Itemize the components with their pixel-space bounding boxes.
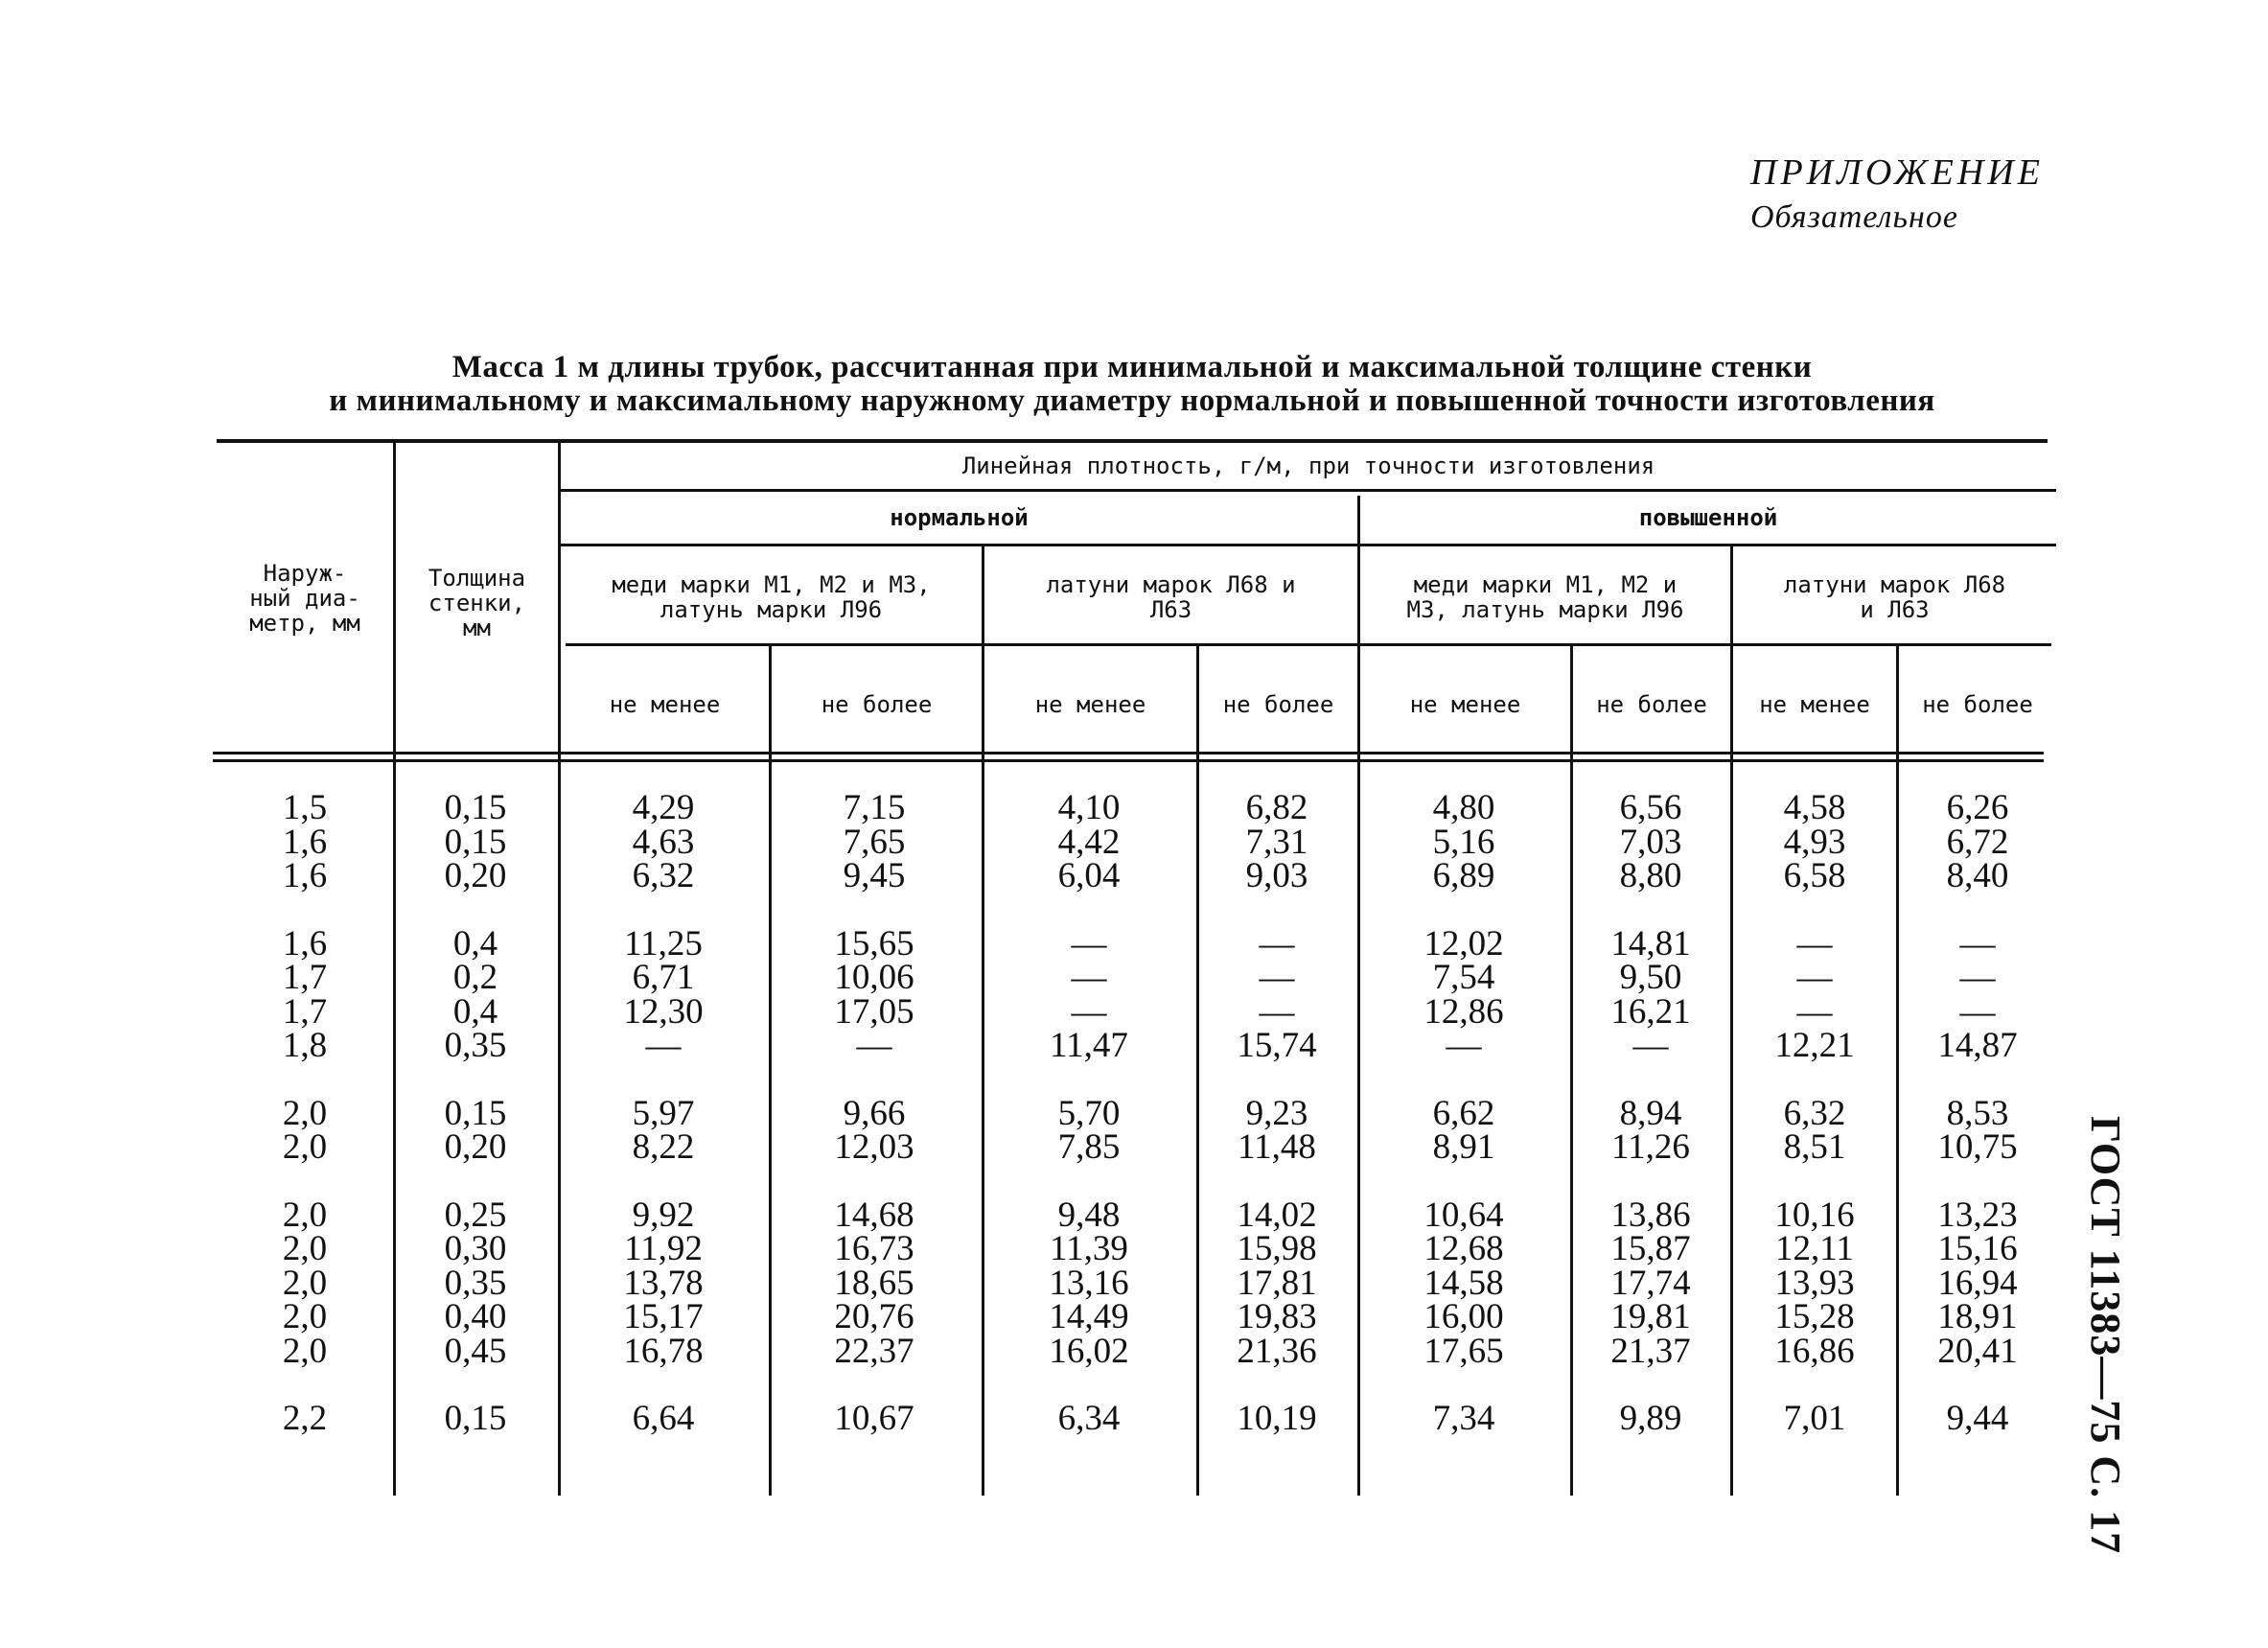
- table-cell: 0,15: [444, 822, 507, 862]
- table-cell: 17,65: [1423, 1331, 1504, 1371]
- table-cell: 12,11: [1775, 1229, 1854, 1268]
- table-cell: 8,22: [632, 1127, 695, 1167]
- table-cell: 6,32: [632, 856, 695, 895]
- table-cell: 21,37: [1610, 1331, 1691, 1371]
- table-cell: —: [1071, 923, 1107, 963]
- table-cell: 16,00: [1423, 1297, 1504, 1336]
- appendix-sublabel: Обязательное: [1750, 199, 1958, 235]
- table-cell: 7,15: [843, 788, 906, 827]
- table-cell: 1,7: [282, 958, 328, 997]
- table-cell: 0,20: [444, 1127, 507, 1167]
- header-high-precision: повышенной: [1638, 504, 1778, 531]
- table-cell: 15,65: [834, 923, 914, 963]
- table-cell: 6,56: [1619, 788, 1682, 827]
- table-cell: 4,58: [1783, 788, 1846, 827]
- table-cell: 6,34: [1057, 1399, 1121, 1438]
- header-copper-high: меди марки М1, М2 и М3, латунь марки Л96: [1406, 571, 1684, 623]
- table-cell: 1,6: [282, 822, 328, 862]
- density-header-rule: [561, 489, 2056, 492]
- header-linear-density: Линейная плотность, г/м, при точности изготовления: [961, 453, 1655, 479]
- table-cell: 11,39: [1050, 1229, 1128, 1268]
- table-cell: 10,06: [834, 958, 914, 997]
- header-max-c4: не более: [1922, 691, 2033, 718]
- table-cell: 12,30: [623, 991, 704, 1032]
- table-cell: 9,48: [1057, 1195, 1121, 1235]
- table-cell: 13,78: [623, 1263, 704, 1303]
- table-cell: 14,87: [1937, 1026, 2018, 1065]
- table-cell: 6,04: [1057, 856, 1121, 895]
- table-cell: 14,02: [1237, 1195, 1317, 1235]
- table-cell: 6,82: [1245, 788, 1308, 827]
- table-cell: 2,2: [282, 1399, 328, 1438]
- table-cell: 16,73: [834, 1229, 914, 1268]
- header-brass-normal: латуни марок Л68 и Л63: [1046, 571, 1296, 623]
- table-cell: 7,65: [843, 822, 906, 862]
- table-cell: 9,23: [1245, 1093, 1308, 1133]
- table-top-rule: [217, 439, 2048, 443]
- table-cell: 12,02: [1423, 923, 1504, 963]
- table-cell: 0,20: [444, 856, 507, 895]
- table-cell: —: [1259, 958, 1295, 997]
- table-cell: 2,0: [282, 1263, 328, 1303]
- table-cell: 0,2: [452, 958, 498, 997]
- table-cell: —: [1071, 991, 1107, 1032]
- col-divider-normal-materials: [982, 546, 984, 1496]
- table-cell: 6,58: [1783, 856, 1846, 895]
- table-cell: 18,65: [834, 1263, 914, 1303]
- table-cell: 5,16: [1432, 822, 1495, 862]
- material-header-rule: [566, 643, 2051, 646]
- table-cell: 0,35: [444, 1026, 507, 1065]
- table-cell: 6,26: [1946, 788, 2009, 827]
- table-cell: 1,8: [282, 1026, 328, 1065]
- table-cell: 8,91: [1432, 1127, 1495, 1167]
- header-max-c3: не более: [1596, 691, 1707, 718]
- table-cell: 9,92: [632, 1195, 695, 1235]
- table-cell: 12,68: [1423, 1229, 1504, 1268]
- table-cell: 10,75: [1937, 1127, 2018, 1167]
- table-cell: 15,16: [1937, 1229, 2018, 1268]
- table-cell: —: [1446, 1026, 1482, 1065]
- table-cell: 0,4: [452, 923, 498, 963]
- table-cell: 4,10: [1057, 788, 1121, 827]
- table-cell: 15,28: [1774, 1297, 1855, 1336]
- table-cell: 11,25: [624, 923, 703, 963]
- table-cell: 0,15: [444, 1093, 507, 1133]
- table-cell: —: [1959, 958, 1996, 997]
- table-cell: 9,45: [843, 856, 906, 895]
- table-cell: 7,34: [1432, 1399, 1495, 1438]
- table-title-line-2: и минимальному и максимальному наружному диаметру нормальной и повышенной точности изготовления: [329, 383, 1935, 418]
- appendix-label: ПРИЛОЖЕНИЕ: [1750, 152, 2044, 193]
- table-cell: 6,71: [632, 958, 695, 997]
- table-cell: 8,51: [1783, 1127, 1846, 1167]
- table-cell: —: [1071, 958, 1107, 997]
- standard-page-code: ГОСТ 11383—75 С. 17: [2082, 1116, 2129, 1555]
- table-cell: 22,37: [834, 1331, 914, 1371]
- table-cell: 18,91: [1937, 1297, 2018, 1336]
- table-cell: 6,64: [632, 1399, 695, 1438]
- table-cell: 16,78: [623, 1331, 704, 1371]
- table-cell: —: [856, 1026, 892, 1065]
- table-cell: 4,93: [1783, 822, 1846, 862]
- header-normal-precision: нормальной: [890, 504, 1029, 531]
- table-cell: 4,42: [1057, 822, 1121, 862]
- table-cell: 15,17: [623, 1297, 704, 1336]
- table-cell: 10,16: [1774, 1195, 1855, 1235]
- table-cell: 11,48: [1238, 1127, 1316, 1167]
- table-cell: 4,29: [632, 788, 695, 827]
- col-divider-high-materials: [1730, 546, 1733, 1496]
- table-cell: 14,68: [834, 1195, 914, 1235]
- table-cell: 7,85: [1057, 1127, 1121, 1167]
- table-cell: 9,66: [843, 1093, 906, 1133]
- header-max-c2: не более: [1222, 691, 1334, 718]
- table-cell: 2,0: [282, 1331, 328, 1371]
- table-cell: 12,03: [834, 1127, 914, 1167]
- table-cell: 12,21: [1774, 1026, 1855, 1065]
- table-cell: 15,74: [1237, 1026, 1317, 1065]
- table-cell: 2,0: [282, 1093, 328, 1133]
- header-min-c2: не менее: [1034, 691, 1146, 718]
- table-cell: —: [1959, 923, 1996, 963]
- table-cell: 9,44: [1946, 1399, 2009, 1438]
- header-min-c3: не менее: [1409, 691, 1521, 718]
- table-cell: 17,81: [1237, 1263, 1317, 1303]
- table-cell: 21,36: [1237, 1331, 1317, 1371]
- table-cell: 7,54: [1432, 958, 1495, 997]
- header-copper-normal: меди марки М1, М2 и М3, латунь марки Л96: [612, 571, 931, 623]
- table-cell: 17,74: [1610, 1263, 1691, 1303]
- table-cell: 6,62: [1432, 1093, 1495, 1133]
- table-title-line-1: Масса 1 м длины трубок, рассчитанная при минимальной и максимальной толщине стенки: [451, 350, 1813, 384]
- table-cell: 20,76: [834, 1297, 914, 1336]
- table-cell: 7,31: [1245, 822, 1308, 862]
- header-brass-high: латуни марок Л68 и Л63: [1783, 571, 2006, 623]
- table-cell: 13,16: [1049, 1263, 1129, 1303]
- table-cell: 8,80: [1619, 856, 1682, 895]
- table-cell: 1,6: [282, 856, 328, 895]
- table-cell: 13,86: [1610, 1195, 1691, 1235]
- table-cell: 5,70: [1057, 1093, 1121, 1133]
- table-cell: 4,80: [1432, 788, 1495, 827]
- header-bottom-rule-2: [213, 759, 2044, 762]
- table-cell: 0,35: [444, 1263, 507, 1303]
- table-cell: 7,01: [1783, 1399, 1846, 1438]
- table-cell: 0,40: [444, 1297, 507, 1336]
- table-cell: —: [1259, 923, 1295, 963]
- table-cell: 2,0: [282, 1297, 328, 1336]
- col-divider-normal-high: [1357, 496, 1360, 1496]
- table-cell: —: [1796, 923, 1833, 963]
- table-cell: 9,03: [1245, 856, 1308, 895]
- table-cell: —: [1259, 991, 1295, 1032]
- table-cell: 16,86: [1774, 1331, 1855, 1371]
- col-divider-c5: [1570, 646, 1573, 1496]
- table-cell: 19,83: [1237, 1297, 1317, 1336]
- table-cell: 14,49: [1049, 1297, 1129, 1336]
- precision-header-rule: [561, 544, 2056, 546]
- table-cell: 9,89: [1619, 1399, 1682, 1438]
- col-divider-c7: [1896, 646, 1899, 1496]
- table-cell: —: [1959, 991, 1996, 1032]
- table-cell: 16,02: [1049, 1331, 1129, 1371]
- table-cell: 15,98: [1237, 1229, 1317, 1268]
- table-cell: —: [645, 1026, 682, 1065]
- header-bottom-rule-1: [213, 752, 2044, 754]
- table-cell: 7,03: [1619, 822, 1682, 862]
- table-cell: —: [1796, 991, 1833, 1032]
- table-cell: 6,32: [1783, 1093, 1846, 1133]
- table-cell: 1,7: [282, 991, 328, 1032]
- col-divider-c3: [1196, 646, 1199, 1496]
- table-cell: 8,53: [1946, 1093, 2009, 1133]
- table-cell: 16,94: [1937, 1263, 2018, 1303]
- header-outer-diameter: Наруж- ный диа- метр, мм: [249, 560, 360, 637]
- table-cell: 17,05: [834, 991, 914, 1032]
- table-cell: 16,21: [1610, 991, 1691, 1032]
- table-cell: 2,0: [282, 1229, 328, 1268]
- table-cell: —: [1796, 958, 1833, 997]
- table-cell: 9,50: [1619, 958, 1682, 997]
- table-cell: 13,93: [1774, 1263, 1855, 1303]
- table-cell: 1,5: [282, 788, 328, 827]
- table-cell: 11,47: [1050, 1026, 1128, 1065]
- table-cell: —: [1632, 1026, 1669, 1065]
- table-cell: 8,94: [1619, 1093, 1682, 1133]
- table-cell: 0,15: [444, 1399, 507, 1438]
- table-cell: 11,92: [624, 1229, 703, 1268]
- table-cell: 0,25: [444, 1195, 507, 1235]
- table-cell: 8,40: [1946, 856, 2009, 895]
- table-cell: 0,45: [444, 1331, 507, 1371]
- table-cell: 20,41: [1937, 1331, 2018, 1371]
- table-cell: 11,26: [1611, 1127, 1690, 1167]
- table-cell: 10,67: [834, 1399, 914, 1438]
- table-cell: 2,0: [282, 1127, 328, 1167]
- table-cell: 14,58: [1423, 1263, 1504, 1303]
- table-cell: 15,87: [1610, 1229, 1691, 1268]
- table-cell: 19,81: [1610, 1297, 1691, 1336]
- col-divider-c1: [769, 646, 772, 1496]
- table-cell: 0,4: [452, 991, 498, 1032]
- table-cell: 12,86: [1423, 991, 1504, 1032]
- header-max-c1: не более: [821, 691, 933, 718]
- table-cell: 13,23: [1937, 1195, 2018, 1235]
- table-cell: 0,30: [444, 1229, 507, 1268]
- table-cell: 10,19: [1237, 1399, 1317, 1438]
- table-cell: 0,15: [444, 788, 507, 827]
- table-cell: 1,6: [282, 923, 328, 963]
- table-cell: 14,81: [1610, 923, 1691, 963]
- table-cell: 10,64: [1423, 1195, 1504, 1235]
- table-cell: 6,72: [1946, 822, 2009, 862]
- header-min-c4: не менее: [1759, 691, 1870, 718]
- header-wall-thickness: Толщина стенки, мм: [428, 565, 526, 641]
- table-cell: 6,89: [1432, 856, 1495, 895]
- table-cell: 5,97: [632, 1093, 695, 1133]
- header-min-c1: не менее: [609, 691, 721, 718]
- table-cell: 2,0: [282, 1195, 328, 1235]
- table-cell: 4,63: [632, 822, 695, 862]
